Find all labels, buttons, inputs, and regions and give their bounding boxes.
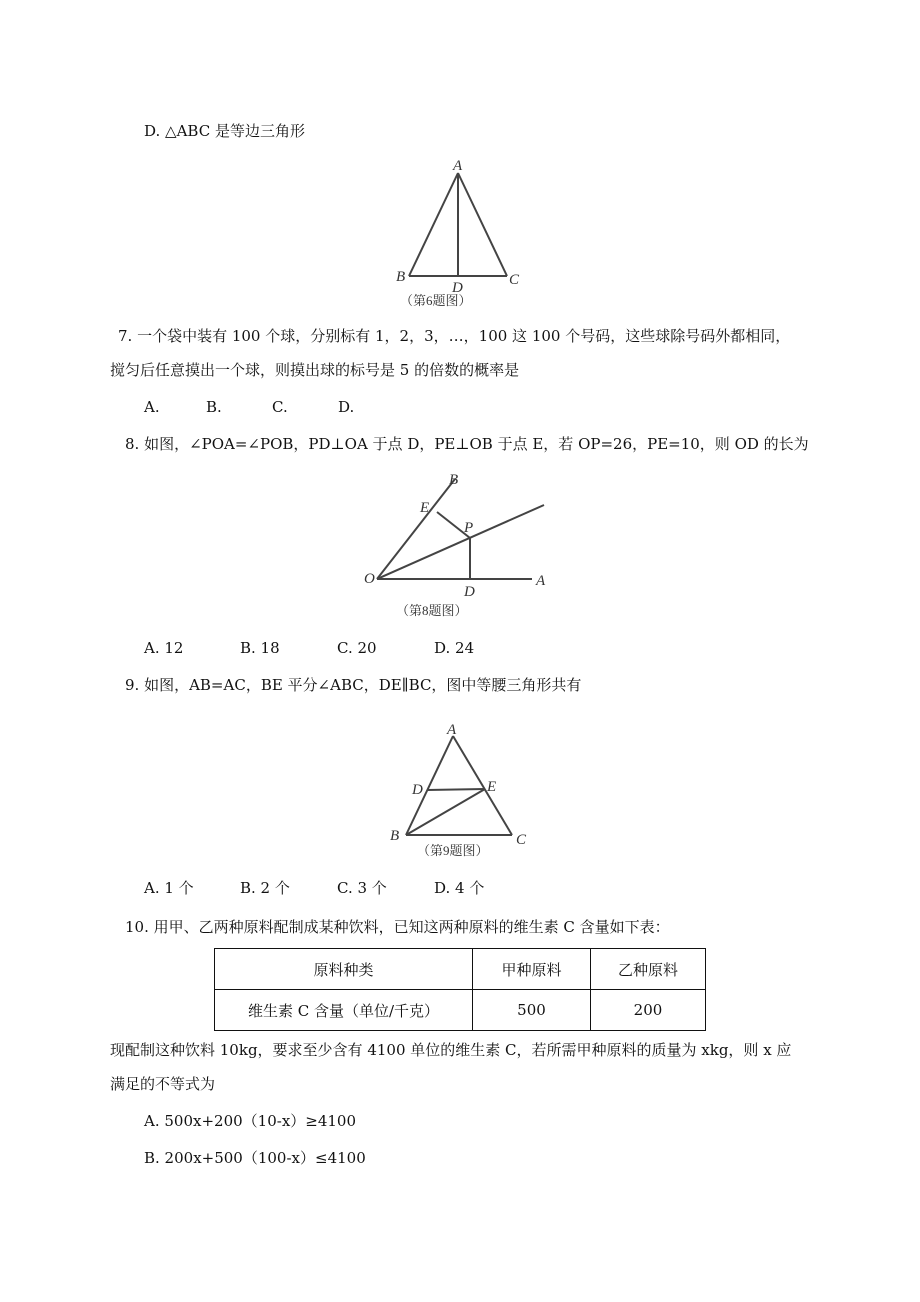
fig6-label-a: A xyxy=(453,158,463,174)
q7-option-d: D. xyxy=(338,398,355,416)
fig8-label-b: B xyxy=(449,472,459,488)
q10-option-b: B. 200x+500（100-x）≤4100 xyxy=(144,1149,366,1167)
q9-option-a: A. 1 个 xyxy=(144,879,194,897)
q9-stem: 9. 如图，AB=AC，BE 平分∠ABC，DE∥BC，图中等腰三角形共有 xyxy=(125,676,582,694)
q9-option-c: C. 3 个 xyxy=(337,879,387,897)
q8-stem: 8. 如图，∠POA=∠POB，PD⊥OA 于点 D，PE⊥OB 于点 E，若 OP=26，PE=10，则 OD 的长为 xyxy=(125,435,809,453)
fig9-segment-de xyxy=(427,789,485,790)
q10-text-line1: 现配制这种饮料 10kg，要求至少含有 4100 单位的维生素 C，若所需甲种原料的质量为 xkg，则 x 应 xyxy=(110,1041,792,1059)
table-cell-vitamin-label: 维生素 C 含量（单位/千克） xyxy=(215,990,473,1031)
q7-stem-line2: 搅匀后任意摸出一个球，则摸出球的标号是 5 的倍数的概率是 xyxy=(110,361,520,379)
fig9-label-b: B xyxy=(390,828,400,844)
fig9-label-d: D xyxy=(412,782,423,798)
fig8-label-d: D xyxy=(464,584,475,600)
fig6-label-d: D xyxy=(452,280,463,296)
q7-option-a: A. xyxy=(144,398,160,416)
table-header-material: 原料种类 xyxy=(215,949,473,990)
table-header-yi: 乙种原料 xyxy=(591,949,706,990)
fig8-label-p: P xyxy=(464,520,474,536)
q9-option-d: D. 4 个 xyxy=(434,879,485,897)
table-row xyxy=(215,990,706,1031)
vitamin-c-table xyxy=(214,948,706,1031)
fig8-label-e: E xyxy=(420,500,430,516)
q10-text-line2: 满足的不等式为 xyxy=(110,1075,216,1093)
fig8-label-o: O xyxy=(364,571,375,587)
q8-option-c: C. 20 xyxy=(337,639,377,657)
q6-option-d: D. △ABC 是等边三角形 xyxy=(144,122,305,140)
fig6-side-ab xyxy=(409,173,458,276)
q10-stem: 10. 用甲、乙两种原料配制成某种饮料，已知这两种原料的维生素 C 含量如下表： xyxy=(125,918,670,936)
figure-q9 xyxy=(385,717,530,862)
table-header-row xyxy=(215,949,706,990)
fig9-caption: （第9题图） xyxy=(417,843,489,858)
fig6-label-b: B xyxy=(396,269,406,285)
fig6-label-c: C xyxy=(509,272,520,288)
fig9-label-e: E xyxy=(487,779,497,795)
fig9-label-a: A xyxy=(447,722,457,738)
figure-q6 xyxy=(390,155,530,310)
q7-stem-line1: 7. 一个袋中装有 100 个球，分别标有 1，2，3，…，100 这 100 个号码，这些球除号码外都相同， xyxy=(118,327,791,345)
fig8-ray-ob xyxy=(377,479,455,579)
fig6-side-ac xyxy=(458,173,507,276)
fig8-label-a: A xyxy=(536,573,546,589)
figure-q8 xyxy=(360,465,555,625)
q7-option-c: C. xyxy=(272,398,288,416)
fig8-ray-op xyxy=(377,505,544,579)
fig8-caption: （第8题图） xyxy=(396,603,468,618)
q9-option-b: B. 2 个 xyxy=(240,879,290,897)
fig9-side-ac xyxy=(453,736,512,835)
q8-option-a: A. 12 xyxy=(144,639,184,657)
q7-option-b: B. xyxy=(206,398,222,416)
q10-option-a: A. 500x+200（10-x）≥4100 xyxy=(144,1112,357,1130)
q8-option-d: D. 24 xyxy=(434,639,475,657)
q8-option-b: B. 18 xyxy=(240,639,280,657)
table-header-jia: 甲种原料 xyxy=(473,949,591,990)
fig9-label-c: C xyxy=(516,832,527,848)
table-cell-yi-value: 200 xyxy=(591,990,706,1031)
fig6-caption: （第6题图） xyxy=(400,293,472,308)
table-cell-jia-value: 500 xyxy=(473,990,591,1031)
